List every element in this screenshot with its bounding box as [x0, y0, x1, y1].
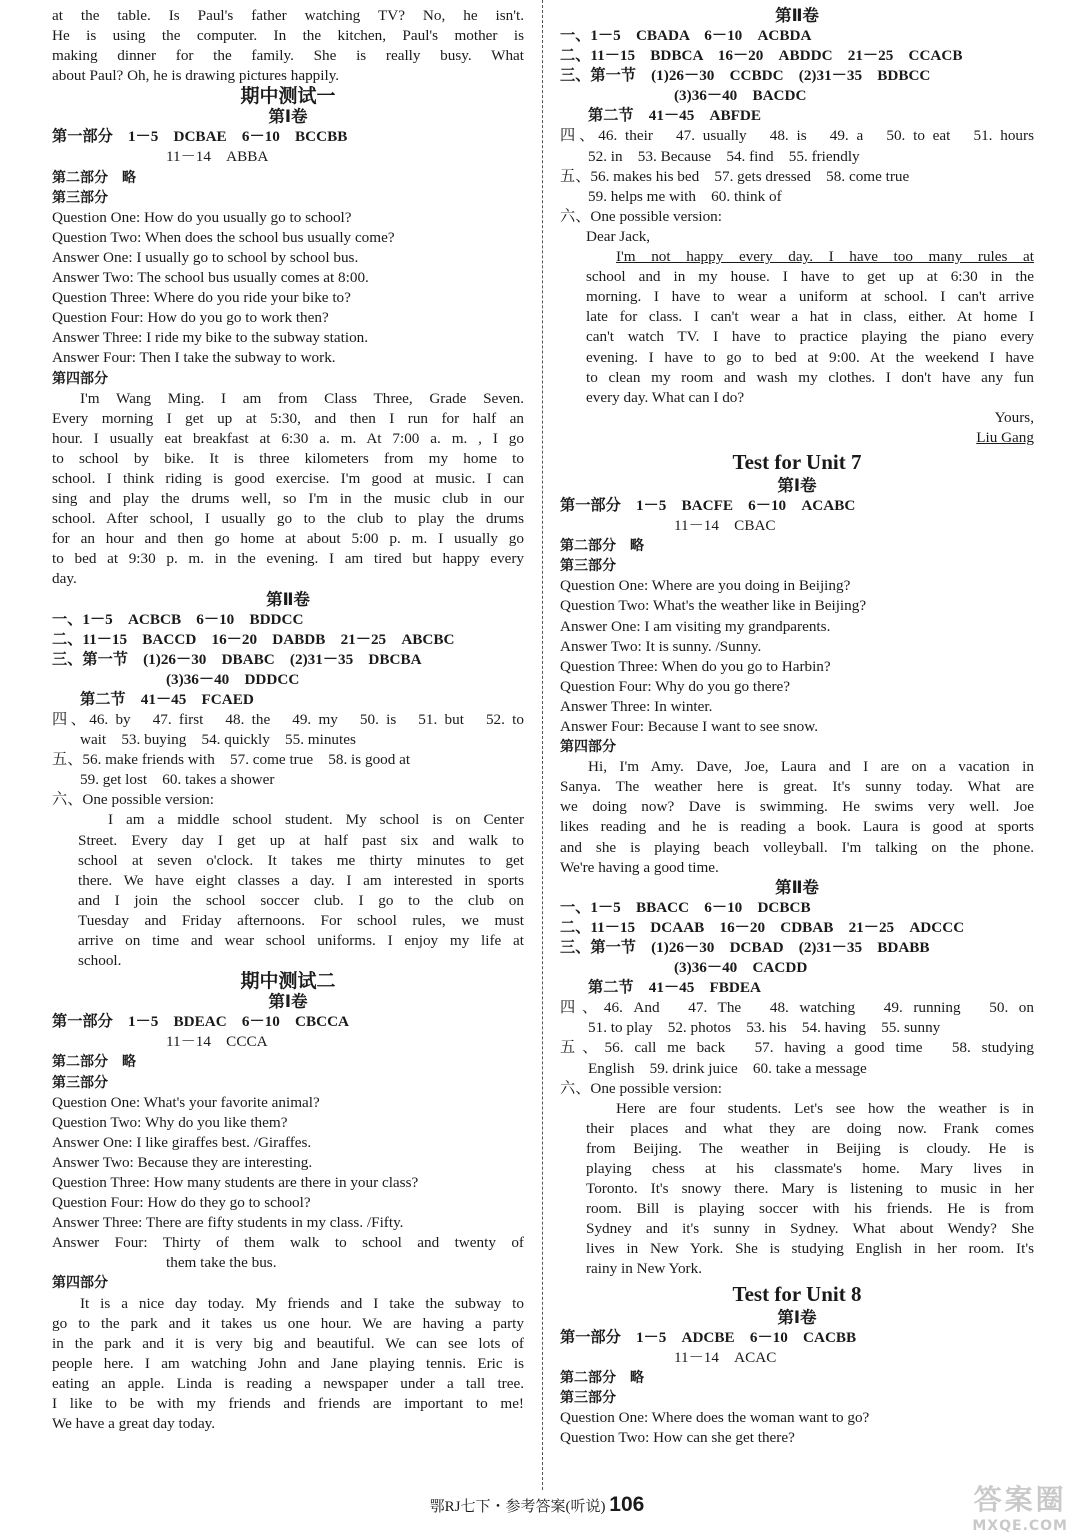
text-line: Answer Two: Because they are interesting.: [52, 1153, 313, 1171]
text-line: Question Four: How do you go to work then?: [52, 309, 329, 327]
page-number: 106: [609, 1493, 645, 1516]
text-line: I'm Wang Ming. I am from Class Three, Grade Seven.: [80, 389, 524, 407]
text-line: 第四部分: [52, 370, 108, 387]
text-line: 五、56. makes his bed 57. gets dressed 58. come true: [560, 167, 910, 185]
text-line: Question Four: Why do you go there?: [560, 677, 791, 695]
text-line: 第一部分 1－5 DCBAE 6－10 BCCBB: [52, 128, 348, 146]
text-line: 四、46. by 47. first 48. the 49. my 50. is 51. but 52. to: [52, 711, 524, 728]
column-divider: [542, 0, 543, 1490]
text-line: Answer Two: It is sunny. /Sunny.: [560, 637, 762, 655]
text-line: school.: [78, 952, 122, 970]
text-line: (3)36－40 CACDD: [674, 959, 808, 977]
text-line: 第二部分 略: [560, 1369, 644, 1386]
text-line: Question Four: How do they go to school?: [52, 1194, 311, 1212]
text-line: Toronto. It's snowy there. Mary is listening to music in her: [586, 1180, 1034, 1198]
text-line: rainy in New York.: [586, 1260, 703, 1278]
text-line: Question One: How do you usually go to school?: [52, 208, 352, 226]
text-line: English 59. drink juice 60. take a message: [588, 1059, 867, 1077]
text-line: 第二节 41－45 FCAED: [80, 690, 254, 708]
text-line: from Beijing. The weather in Beijing is cloudy. He is: [586, 1139, 1034, 1157]
text-line: We're having a good time.: [560, 858, 719, 876]
text-line: Yours,: [994, 408, 1034, 426]
text-line: every day. What can I do?: [586, 388, 745, 406]
text-line: 第一部分 1－5 BACFE 6－10 ACABC: [560, 496, 856, 514]
text-line: 三、第一节 (1)26－30 DCBAD (2)31－35 BDABB: [560, 938, 930, 956]
text-line: wait 53. buying 54. quickly 55. minutes: [80, 731, 356, 749]
text-line: Every morning I get up at 5:30, and then I run for half an: [52, 409, 524, 427]
text-line: 第Ⅰ卷: [777, 1307, 817, 1327]
text-line: we doing now? Dave is swimming. He swims very well. Joe: [560, 798, 1034, 816]
text-line: 第二部分 略: [52, 1054, 136, 1071]
text-line: can't watch TV. I have to practice playing the piano every: [586, 328, 1034, 346]
text-line: 第Ⅱ卷: [775, 6, 819, 25]
text-line: 11－14 ABBA: [166, 148, 269, 166]
text-line: 六、One possible version:: [560, 1079, 722, 1097]
text-line: 一、1－5 BBACC 6－10 DCBCB: [560, 898, 811, 916]
text-line: 二、11－15 BACCD 16－20 DABDB 21－25 ABCBC: [52, 630, 455, 648]
text-line: school. I think riding is good exercise. I'm good at music. I can: [52, 469, 524, 487]
text-line: 59. helps me with 60. think of: [588, 187, 782, 205]
text-line: Answer One: I like giraffes best. /Giraffes.: [52, 1133, 312, 1151]
text-line: school and in my house. I have to get up at 6:30 in the: [586, 268, 1034, 286]
text-line: He is using the computer. In the kitchen, Paul's mother is: [52, 27, 524, 45]
text-line: 52. in 53. Because 54. find 55. friendly: [588, 147, 860, 165]
text-line: 11－14 CCCA: [166, 1033, 268, 1051]
text-line: at the table. Is Paul's father watching TV? No, he isn't.: [52, 7, 524, 24]
text-line: 六、One possible version:: [52, 791, 214, 809]
text-line: Sanya. The weather here is great. It's sunny today. What are: [560, 778, 1034, 796]
text-line: 第一部分 1－5 ADCBE 6－10 CACBB: [560, 1328, 857, 1346]
text-line: Answer Three: There are fifty students in my class. /Fifty.: [52, 1214, 404, 1232]
text-line: 51. to play 52. photos 53. his 54. having 55. sunny: [588, 1019, 941, 1037]
text-line: and she is playing beach volleyball. I'm talking on the phone.: [560, 838, 1034, 856]
text-line: 第二节 41－45 ABFDE: [588, 107, 761, 125]
footer-label: 鄂RJ七下・参考答案(听说): [429, 1499, 606, 1515]
text-line: Test for Unit 8: [732, 1281, 862, 1306]
text-line: 第三部分: [52, 189, 108, 206]
text-line: 第二部分 略: [52, 169, 136, 186]
text-line: school at seven o'clock. It takes me thirty minutes to get: [78, 851, 524, 869]
text-line: 四、46. And 47. The 48. watching 49. running 50. on: [560, 999, 1034, 1017]
text-line: late for class. I can't wear a hat in class, either. At home I: [586, 308, 1034, 326]
text-line: 第Ⅰ卷: [268, 107, 308, 127]
text-line: I am a middle school student. My school is on Center: [108, 811, 524, 829]
text-line: 期中测试二: [240, 971, 336, 993]
text-line: 一、1－5 CBADA 6－10 ACBDA: [560, 27, 812, 44]
text-line: Answer Three: I ride my bike to the subway station.: [52, 329, 369, 347]
text-line: (3)36－40 BACDC: [674, 87, 807, 105]
text-line: making dinner for the family. She is really busy. What: [52, 47, 524, 65]
watermark-url: MXQE.COM: [972, 1518, 1068, 1534]
left-column: [52, 6, 524, 1434]
text-line: to school by bike. It is three kilometers from my home to: [52, 449, 524, 467]
text-line: Question One: Where does the woman want to go?: [560, 1408, 870, 1426]
text-line: Question One: What's your favorite animal?: [52, 1093, 320, 1111]
text-line: 第四部分: [560, 739, 616, 756]
text-line: and I join the school soccer club. I go to the club on: [78, 891, 524, 909]
text-line: 期中测试一: [240, 86, 336, 108]
page-footer: [0, 1493, 1074, 1517]
text-line: Liu Gang: [976, 428, 1034, 446]
text-line: Question Two: How can she get there?: [560, 1429, 795, 1446]
text-line: 第Ⅱ卷: [775, 877, 819, 897]
text-line: day.: [52, 570, 77, 588]
text-line: their places and what they are doing now. Frank comes: [586, 1119, 1034, 1137]
text-line: in the park and it is very big and beautiful. We can see lots of: [52, 1334, 524, 1352]
text-line: 第二部分 略: [560, 538, 644, 555]
text-line: go to the park and it takes us one hour. We are having a party: [52, 1314, 524, 1332]
text-line: morning. I have to wear a uniform at school. I can't arrive: [586, 288, 1034, 306]
text-line: Question Three: When do you go to Harbin?: [560, 657, 831, 675]
text-line: Answer One: I usually go to school by school bus.: [52, 248, 359, 266]
text-line: 第三部分: [52, 1074, 108, 1091]
text-line: school. After school, I usually go to the club to play the drums: [52, 510, 524, 528]
text-line: Here are four students. Let's see how the weather is in: [616, 1099, 1034, 1117]
text-line: arrive on time and wear school uniforms. I enjoy my life at: [78, 932, 524, 950]
text-line: to clean my room and wash my clothes. I don't have any fun: [586, 368, 1034, 386]
text-line: to bed at 9:30 p. m. in the evening. I am tired but happy every: [52, 550, 524, 568]
text-line: there. We have eight classes a day. I am interested in sports: [78, 871, 524, 889]
text-line: I'm not happy every day. I have too many rules at: [616, 248, 1034, 266]
text-line: 第三部分: [560, 558, 616, 575]
text-line: Answer Four: Then I take the subway to work.: [52, 349, 336, 367]
watermark: [972, 1478, 1068, 1534]
text-line: Sydney and it's sunny in Sydney. What about Wendy? She: [586, 1220, 1034, 1238]
text-line: Answer One: I am visiting my grandparents.: [560, 617, 831, 635]
text-line: 六、One possible version:: [560, 207, 722, 225]
text-line: 五、56. call me back 57. having a good time 58. studying: [560, 1039, 1034, 1057]
text-line: Question Two: What's the weather like in Beijing?: [560, 597, 867, 615]
text-line: Question Two: When does the school bus usually come?: [52, 228, 395, 246]
text-line: I like to be with my friends and friends are important to me!: [52, 1395, 524, 1412]
text-line: 一、1－5 ACBCB 6－10 BDDCC: [52, 610, 304, 628]
text-line: 第三部分: [560, 1389, 616, 1406]
text-line: Answer Four: Thirty of them walk to school and twenty of: [52, 1234, 524, 1252]
text-line: room. Bill is playing soccer with his friends. He is from: [586, 1200, 1034, 1218]
text-line: Question One: Where are you doing in Beijing?: [560, 577, 851, 595]
text-line: Hi, I'm Amy. Dave, Joe, Laura and I are on a vacation in: [588, 758, 1034, 776]
text-line: eating an apple. Linda is reading a newspaper under a tall tree.: [52, 1374, 524, 1392]
watermark-logo: 答案圈: [973, 1483, 1067, 1516]
text-line: them take the bus.: [166, 1254, 277, 1272]
text-line: 11－14 ACAC: [674, 1348, 777, 1366]
text-line: Tuesday and Friday afternoons. For school rules, we must: [78, 911, 524, 929]
text-line: likes reading and he is reading a book. Laura is good at sports: [560, 818, 1034, 836]
text-line: playing chess at his classmate's home. Mary lives in: [586, 1159, 1034, 1177]
text-line: lives in New York. She is studying English in her room. It's: [586, 1240, 1034, 1258]
text-line: for an hour and then go home at about 5:00 p. m. I usually go: [52, 530, 524, 548]
text-line: 59. get lost 60. takes a shower: [80, 771, 275, 789]
text-line: 第Ⅰ卷: [268, 992, 308, 1012]
text-line: 第Ⅱ卷: [266, 589, 310, 609]
text-line: It is a nice day today. My friends and I take the subway to: [80, 1294, 524, 1312]
text-line: Question Three: How many students are there in your class?: [52, 1173, 419, 1191]
text-line: Question Two: Why do you like them?: [52, 1113, 288, 1131]
text-line: people here. I am watching John and Jane playing tennis. Eric is: [52, 1354, 524, 1372]
text-line: 第一部分 1－5 BDEAC 6－10 CBCCA: [52, 1013, 350, 1031]
text-line: Dear Jack,: [586, 227, 651, 245]
text-line: 11－14 CBAC: [674, 517, 776, 535]
text-line: sing and play the drums well, so I'm in the music club in our: [52, 490, 524, 508]
right-column: [560, 6, 1034, 1448]
text-line: 第Ⅰ卷: [777, 475, 817, 495]
text-line: about Paul? Oh, he is drawing pictures happily.: [52, 67, 340, 85]
text-line: Test for Unit 7: [732, 449, 862, 474]
text-line: We have a great day today.: [52, 1415, 216, 1433]
text-line: Answer Two: The school bus usually comes at 8:00.: [52, 269, 369, 287]
text-line: Question Three: Where do you ride your bike to?: [52, 289, 351, 307]
text-line: 第二节 41－45 FBDEA: [588, 979, 761, 997]
text-line: 三、第一节 (1)26－30 CCBDC (2)31－35 BDBCC: [560, 67, 931, 85]
text-line: 三、第一节 (1)26－30 DBABC (2)31－35 DBCBA: [52, 650, 422, 668]
text-line: 第四部分: [52, 1275, 108, 1292]
text-line: 四、46. their 47. usually 48. is 49. a 50. to eat 51. hours: [560, 127, 1034, 145]
text-line: 五、56. make friends with 57. come true 58. is good at: [52, 751, 411, 769]
text-line: (3)36－40 DDDCC: [166, 670, 300, 688]
text-line: hour. I usually eat breakfast at 6:30 a. m. At 7:00 a. m. , I go: [52, 429, 524, 447]
text-line: Answer Three: In winter.: [560, 697, 713, 715]
text-line: evening. I have to go to bed at 9:00. At the weekend I have: [586, 348, 1034, 366]
text-line: 二、11－15 BDBCA 16－20 ABDDC 21－25 CCACB: [560, 47, 963, 65]
text-line: 二、11－15 DCAAB 16－20 CDBAB 21－25 ADCCC: [560, 918, 965, 936]
text-line: Answer Four: Because I want to see snow.: [560, 718, 818, 735]
text-line: Street. Every day I get up at half past six and walk to: [78, 831, 524, 849]
